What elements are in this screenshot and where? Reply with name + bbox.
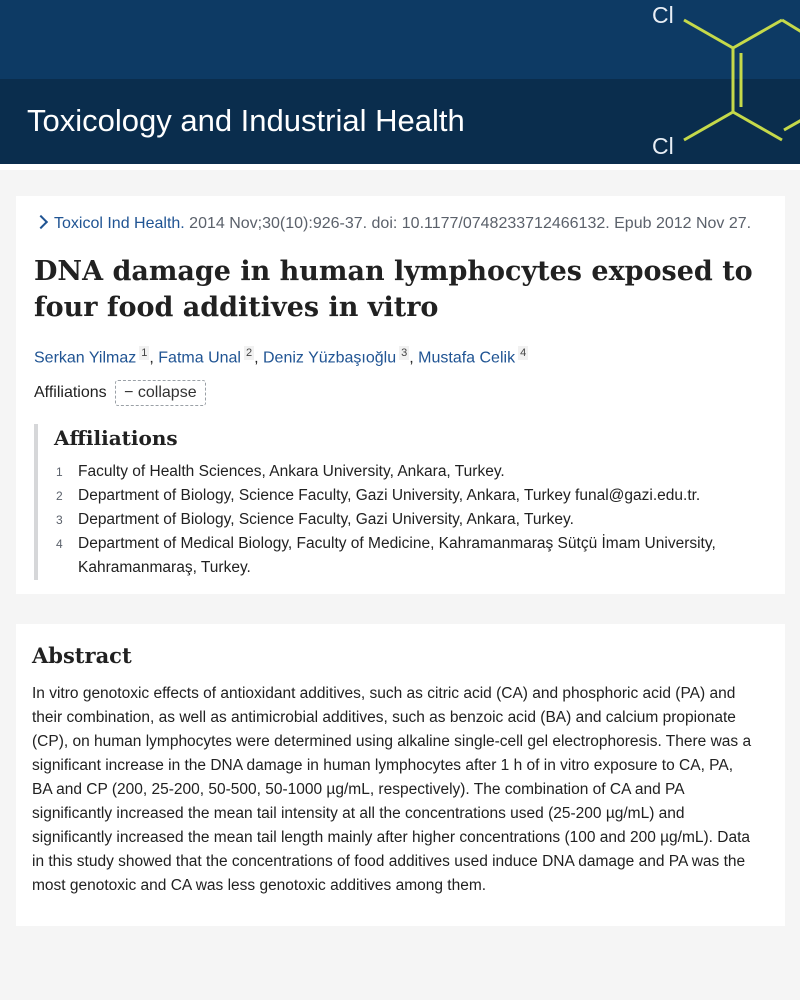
journal-abbrev-link[interactable]: Toxicol Ind Health.: [54, 215, 185, 232]
abstract-text: In vitro genotoxic effects of antioxidant additives, such as citric acid (CA) and phosphoric acid (PA) and their combination, as well as antimicrobial additives, such as benzoic acid (BA) and calcium propionate (CP), on human lymphocytes were determined using alkaline single-cell gel electrophoresis. There was a significant increase in the DNA damage in human lymphocytes after 1 h of in vitro exposure to CA, PA, BA and CP (200, 25-200, 50-500, 50-1000 µg/mL, respectively). The combination of CA and PA significantly increased the mean tail intensity at all the concentrations used (25-200 µg/mL) and significantly increased the mean tail length mainly after higher concentrations (100 and 200 µg/mL). Data in this study showed that the concentrations of food additives used induce DNA damage and PA was the most genotoxic and CA was less genotoxic additives among them.: [32, 685, 752, 894]
affiliations-heading: Affiliations: [54, 426, 178, 450]
collapse-button[interactable]: − collapse: [115, 380, 206, 406]
cl-top-label: Cl: [652, 2, 674, 28]
affiliation-item: [54, 484, 784, 508]
affiliation-text: Faculty of Health Sciences, Ankara University, Ankara, Turkey.: [78, 463, 505, 480]
citation-line: [34, 213, 751, 235]
affiliation-item: [54, 460, 784, 484]
affiliations-list: [54, 460, 784, 580]
journal-banner: [0, 0, 800, 164]
abstract-card: [16, 624, 785, 926]
article-header-card: [16, 196, 785, 594]
affiliations-panel: [34, 424, 784, 580]
affiliation-ref[interactable]: 3: [401, 347, 408, 359]
author-link[interactable]: Deniz Yüzbaşıoğlu: [263, 349, 397, 367]
affiliations-toggle-row: [34, 380, 206, 406]
affiliation-text: Department of Medical Biology, Faculty of Medicine, Kahramanmaraş Sütçü İmam University, Kahramanmaraş, Turkey.: [78, 535, 716, 576]
author-separator: ,: [409, 349, 419, 367]
author-link[interactable]: Serkan Yilmaz: [34, 349, 137, 367]
affiliation-ref[interactable]: 4: [520, 347, 527, 359]
citation-details: 2014 Nov;30(10):926-37. doi: 10.1177/0748233712466132. Epub 2012 Nov 27.: [184, 215, 752, 232]
molecule-graphic: [600, 0, 800, 164]
affiliation-number: 4: [56, 537, 63, 551]
journal-title[interactable]: Toxicology and Industrial Health: [27, 103, 465, 138]
affiliation-number: 1: [56, 465, 63, 479]
benzene-ring-icon: [684, 20, 800, 140]
affiliation-text: Department of Biology, Science Faculty, Gazi University, Ankara, Turkey.: [78, 511, 574, 528]
affiliation-number: 2: [56, 489, 63, 503]
author-list: [34, 346, 528, 369]
abstract-heading: Abstract: [32, 643, 132, 668]
chevron-right-icon[interactable]: [34, 215, 48, 229]
author-link[interactable]: Mustafa Celik: [418, 349, 516, 367]
affiliation-item: [54, 508, 784, 532]
article-title: DNA damage in human lymphocytes exposed to four food additives in vitro: [34, 256, 753, 323]
author-separator: ,: [254, 349, 263, 367]
affiliation-number: 3: [56, 513, 63, 527]
author-separator: ,: [149, 349, 159, 367]
banner-divider: [0, 164, 800, 170]
affiliation-text: Department of Biology, Science Faculty, Gazi University, Ankara, Turkey funal@gazi.edu.tr.: [78, 487, 701, 504]
cl-bottom-label: Cl: [652, 133, 674, 159]
author-link[interactable]: Fatma Unal: [158, 349, 241, 367]
affiliation-item: [54, 532, 784, 580]
affiliations-label: Affiliations: [34, 384, 107, 401]
affiliation-ref[interactable]: 1: [141, 347, 148, 359]
affiliation-ref[interactable]: 2: [245, 347, 253, 359]
